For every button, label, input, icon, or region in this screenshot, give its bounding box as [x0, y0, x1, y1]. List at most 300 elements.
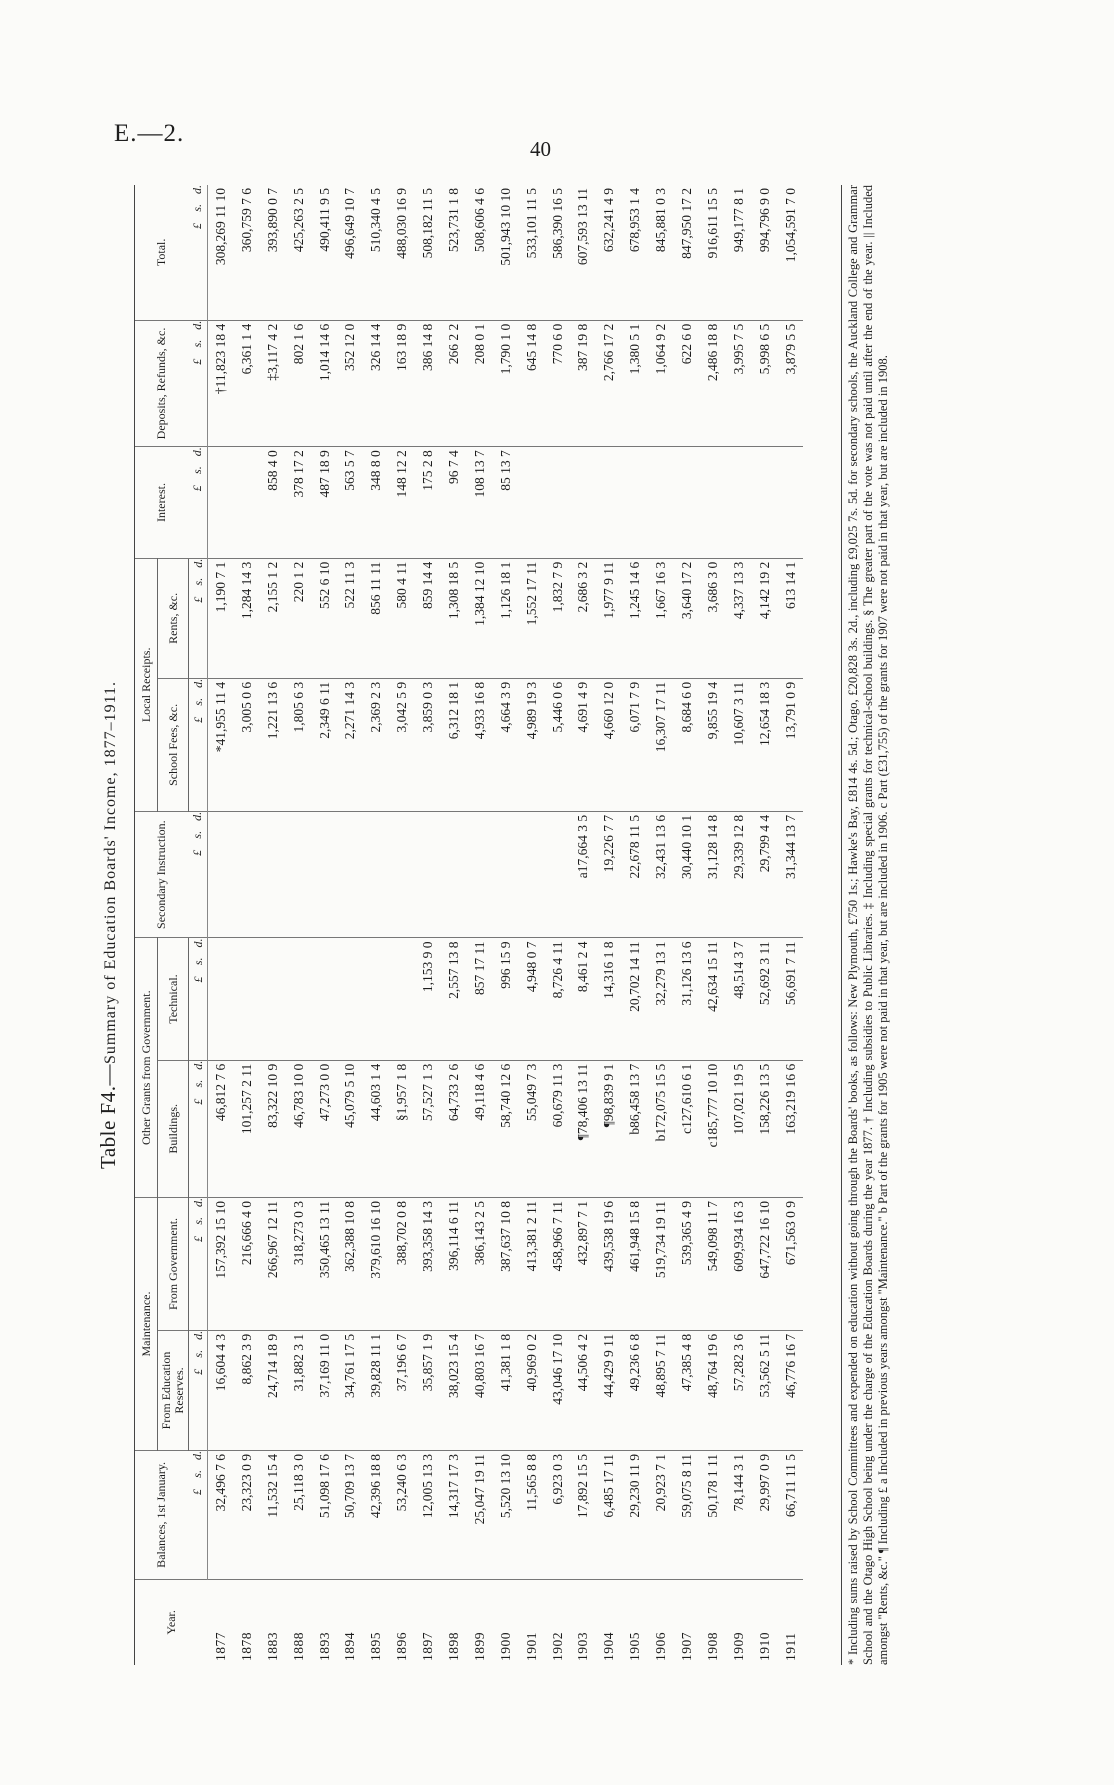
unit-label: d. [190, 558, 205, 568]
amount-cell: 1,064 9 2 [648, 320, 674, 447]
amount-cell: 1,190 7 1 [208, 558, 234, 678]
amount-cell: 266 2 2 [441, 320, 467, 447]
col-header-school-fees: School Fees, &c. [158, 678, 189, 811]
table-row [260, 185, 286, 1665]
amount-cell: 857 17 11 [467, 938, 493, 1060]
footnote: * Including sums raised by School Committees and expended on education without going through the Boards' books, as follows: New Plymouth, £750 1s.; Hawke's Bay, £814 4s. 5d.; Otago, £20,828 3s. 2d., including £9,025 7s. 5d. for secondary schools, the Auckland College and Grammar School and the Otago High School being under the charge of the Education Boards during the year 1877. [846, 185, 875, 1665]
amount-cell: 393,890 0 7 [260, 185, 286, 320]
amount-cell: 3,686 3 0 [700, 558, 726, 678]
table-row [389, 185, 415, 1665]
amount-cell: 3,640 17 2 [674, 558, 700, 678]
amount-cell: a17,664 3 5 [570, 811, 596, 938]
amount-cell: 539,365 4 9 [674, 1197, 700, 1330]
amount-cell: 4,989 19 3 [519, 678, 545, 811]
table-row [674, 185, 700, 1665]
income-table [134, 185, 842, 1665]
amount-cell: 607,593 13 11 [570, 185, 596, 320]
table-row [415, 185, 441, 1665]
table-row [648, 185, 674, 1665]
unit-header [189, 558, 208, 678]
amount-cell: 13,791 0 9 [778, 678, 804, 811]
unit-label: d. [190, 811, 205, 821]
amount-cell: 64,733 2 6 [441, 1060, 467, 1197]
amount-cell: 14,316 1 8 [596, 938, 622, 1060]
unit-label: £ [190, 485, 205, 492]
unit-label: s. [190, 1079, 205, 1088]
amount-cell: 4,660 12 0 [596, 678, 622, 811]
footnotes [846, 185, 891, 1665]
col-header-rents: Rents, &c. [158, 558, 189, 678]
unit-label: s. [190, 1349, 205, 1358]
group-header-maintenance: Maintenance. [135, 1197, 158, 1450]
amount-cell: 32,496 7 6 [208, 1451, 234, 1580]
col-header-interest: Interest. [135, 447, 189, 559]
amount-cell: 678,953 1 4 [622, 185, 648, 320]
amount-cell: ¶78,406 13 11 [570, 1060, 596, 1197]
amount-cell: 10,607 3 11 [726, 678, 752, 811]
amount-cell: 4,948 0 7 [519, 938, 545, 1060]
amount-cell: 326 14 4 [363, 320, 389, 447]
amount-cell: 53,562 5 11 [752, 1330, 778, 1450]
amount-cell: 386,143 2 5 [467, 1197, 493, 1330]
amount-cell: 48,764 19 6 [700, 1330, 726, 1450]
amount-cell: 994,796 9 0 [752, 185, 778, 320]
year-cell: 1911 [782, 1632, 798, 1661]
unit-label: d. [190, 938, 205, 948]
amount-cell: ¶98,839 9 1 [596, 1060, 622, 1197]
amount-cell: 40,803 16 7 [467, 1330, 493, 1450]
amount-cell: 158,226 13 5 [752, 1060, 778, 1197]
amount-cell [312, 938, 338, 1060]
col-header-technical: Technical. [158, 938, 189, 1060]
amount-cell: 362,388 10 8 [337, 1197, 363, 1330]
amount-cell: 632,241 4 9 [596, 185, 622, 320]
amount-cell: 802 1 6 [286, 320, 312, 447]
amount-cell: 6,923 0 3 [545, 1451, 571, 1580]
amount-cell: 6,312 18 1 [441, 678, 467, 811]
amount-cell: 4,142 19 2 [752, 558, 778, 678]
amount-cell: 1,153 9 0 [415, 938, 441, 1060]
amount-cell: 12,654 18 3 [752, 678, 778, 811]
amount-cell [234, 447, 260, 559]
unit-label: s. [190, 339, 205, 348]
unit-label: d. [190, 678, 205, 688]
amount-cell: 163 18 9 [389, 320, 415, 447]
amount-cell: 378 17 2 [286, 447, 312, 559]
amount-cell [208, 938, 234, 1060]
amount-cell [337, 811, 363, 938]
amount-cell: 5,520 13 10 [493, 1451, 519, 1580]
amount-cell: 770 6 0 [545, 320, 571, 447]
amount-cell: 48,895 7 11 [648, 1330, 674, 1450]
table-row [493, 185, 519, 1665]
amount-cell: 1,245 14 6 [622, 558, 648, 678]
year-cell: 1906 [653, 1632, 669, 1661]
amount-cell: 29,230 11 9 [622, 1451, 648, 1580]
year-cell: 1903 [575, 1632, 591, 1661]
amount-cell: 42,396 18 8 [363, 1451, 389, 1580]
amount-cell: 580 4 11 [389, 558, 415, 678]
year-cell: 1888 [290, 1632, 306, 1661]
table-row [363, 185, 389, 1665]
amount-cell: 1,380 5 1 [622, 320, 648, 447]
amount-cell: 83,322 10 9 [260, 1060, 286, 1197]
unit-label: d. [190, 1060, 205, 1070]
amount-cell: 44,603 1 4 [363, 1060, 389, 1197]
amount-cell: 393,358 14 3 [415, 1197, 441, 1330]
unit-label: d. [190, 1197, 205, 1207]
amount-cell [545, 811, 571, 938]
col-header-balances: Balances, 1st January. [135, 1451, 189, 1580]
amount-cell: 5,998 6 5 [752, 320, 778, 447]
year-cell: 1897 [420, 1632, 436, 1661]
amount-cell: 916,611 15 5 [700, 185, 726, 320]
amount-cell: 47,385 4 8 [674, 1330, 700, 1450]
amount-cell [570, 447, 596, 559]
amount-cell [337, 938, 363, 1060]
table-title-text: Summary of Education Boards' Income, 1877–1911. [102, 680, 119, 1064]
amount-cell: 23,323 0 9 [234, 1451, 260, 1580]
unit-label: s. [190, 1470, 205, 1478]
amount-cell: 208 0 1 [467, 320, 493, 447]
table-row [208, 185, 234, 1665]
amount-cell: 3,859 0 3 [415, 678, 441, 811]
table-row [467, 185, 493, 1665]
amount-cell [441, 811, 467, 938]
amount-cell: 5,446 0 6 [545, 678, 571, 811]
table-row [570, 185, 596, 1665]
amount-cell [596, 447, 622, 559]
unit-header [189, 678, 208, 811]
amount-cell: 25,047 19 11 [467, 1451, 493, 1580]
amount-cell: 19,226 7 7 [596, 811, 622, 938]
unit-label: s. [190, 697, 205, 706]
amount-cell: 318,273 0 3 [286, 1197, 312, 1330]
amount-cell: 1,054,591 7 0 [778, 185, 804, 320]
amount-cell: 647,722 16 10 [752, 1197, 778, 1330]
amount-cell: 8,461 2 4 [570, 938, 596, 1060]
amount-cell: 522 11 3 [337, 558, 363, 678]
amount-cell: 163,219 16 6 [778, 1060, 804, 1197]
amount-cell: 6,361 1 4 [234, 320, 260, 447]
year-cell: 1877 [212, 1632, 228, 1661]
amount-cell: 1,805 6 3 [286, 678, 312, 811]
amount-cell: 379,610 16 10 [363, 1197, 389, 1330]
col-header-deposits: Deposits, Refunds, &c. [135, 320, 189, 447]
col-header-secondary: Secondary Instruction. [135, 811, 189, 938]
amount-cell: 44,429 9 11 [596, 1330, 622, 1450]
amount-cell: 3,995 7 5 [726, 320, 752, 447]
amount-cell: 845,881 0 3 [648, 185, 674, 320]
unit-header [189, 1197, 208, 1330]
amount-cell: 552 6 10 [312, 558, 338, 678]
page-header-code: E.—2. [114, 120, 185, 147]
amount-cell: 49,118 4 6 [467, 1060, 493, 1197]
amount-cell: 413,381 2 11 [519, 1197, 545, 1330]
year-cell: 1898 [445, 1632, 461, 1661]
amount-cell: 216,666 4 0 [234, 1197, 260, 1330]
amount-cell: 2,766 17 2 [596, 320, 622, 447]
amount-cell: 32,431 13 6 [648, 811, 674, 938]
col-header-total: Total. [135, 185, 189, 320]
footnote: § The greater part of the vote was not paid until after the end of the year. [861, 241, 875, 616]
amount-cell [312, 811, 338, 938]
table-row [312, 185, 338, 1665]
year-cell: 1902 [549, 1632, 565, 1661]
unit-label: £ [190, 358, 205, 365]
amount-cell: 157,392 15 10 [208, 1197, 234, 1330]
amount-cell [752, 447, 778, 559]
amount-cell: 352 12 0 [337, 320, 363, 447]
amount-cell: 1,384 12 10 [467, 558, 493, 678]
footnote: ‡ Including special grants for technical-school buildings. [861, 619, 875, 910]
year-cell: 1901 [523, 1632, 539, 1661]
amount-cell: 39,828 11 1 [363, 1330, 389, 1450]
amount-cell: 34,761 17 5 [337, 1330, 363, 1450]
amount-cell: 101,257 2 11 [234, 1060, 260, 1197]
amount-cell: 396,114 6 11 [441, 1197, 467, 1330]
year-cell: 1900 [497, 1632, 513, 1661]
amount-cell: 1,308 18 5 [441, 558, 467, 678]
amount-cell: 9,855 19 4 [700, 678, 726, 811]
amount-cell: 85 13 7 [493, 447, 519, 559]
amount-cell: 43,046 17 10 [545, 1330, 571, 1450]
amount-cell: 496,649 10 7 [337, 185, 363, 320]
amount-cell: 510,340 4 5 [363, 185, 389, 320]
unit-label: £ [190, 596, 205, 603]
col-header-year: Year. [163, 1610, 178, 1635]
amount-cell [363, 811, 389, 938]
amount-cell: 108 13 7 [467, 447, 493, 559]
year-cell: 1907 [678, 1632, 694, 1661]
amount-cell: 2,557 13 8 [441, 938, 467, 1060]
year-cell: 1908 [704, 1632, 720, 1661]
amount-cell: 4,664 3 9 [493, 678, 519, 811]
amount-cell: 996 15 9 [493, 938, 519, 1060]
amount-cell [467, 811, 493, 938]
amount-cell: 58,740 12 6 [493, 1060, 519, 1197]
amount-cell: 3,042 5 9 [389, 678, 415, 811]
amount-cell: 56,691 7 11 [778, 938, 804, 1060]
amount-cell: b86,458 13 7 [622, 1060, 648, 1197]
footnote: a Included in previous years amongst "Maintenance." [876, 1216, 890, 1484]
amount-cell: 46,776 16 7 [778, 1330, 804, 1450]
amount-cell: 858 4 0 [260, 447, 286, 559]
footnote: † Including subsidies to Public Libraries. [861, 913, 875, 1124]
amount-cell: 8,684 6 0 [674, 678, 700, 811]
table-row [545, 185, 571, 1665]
year-cell: 1905 [627, 1632, 643, 1661]
unit-label: d. [190, 447, 205, 457]
col-header-reserves: From Education Reserves. [158, 1330, 189, 1450]
amount-cell: 45,079 5 10 [337, 1060, 363, 1197]
rotated-table-block [88, 185, 993, 1665]
amount-cell: 388,702 0 8 [389, 1197, 415, 1330]
amount-cell: 847,950 17 2 [674, 185, 700, 320]
amount-cell: 350,465 13 11 [312, 1197, 338, 1330]
unit-label: £ [190, 1235, 205, 1242]
amount-cell: 859 14 4 [415, 558, 441, 678]
year-cell: 1909 [730, 1632, 746, 1661]
table-title [88, 185, 128, 1665]
amount-cell: 96 7 4 [441, 447, 467, 559]
amount-cell: 47,273 0 0 [312, 1060, 338, 1197]
amount-cell: 1,221 13 6 [260, 678, 286, 811]
amount-cell: 48,514 3 7 [726, 938, 752, 1060]
amount-cell: 20,702 14 11 [622, 938, 648, 1060]
amount-cell: 949,177 8 1 [726, 185, 752, 320]
amount-cell: 386 14 8 [415, 320, 441, 447]
amount-cell [622, 447, 648, 559]
amount-cell [648, 447, 674, 559]
amount-cell [208, 811, 234, 938]
amount-cell: 1,126 18 1 [493, 558, 519, 678]
page-number: 40 [530, 137, 551, 161]
col-header-buildings: Buildings. [158, 1060, 189, 1197]
amount-cell: 549,098 11 7 [700, 1197, 726, 1330]
year-cell: 1895 [368, 1632, 384, 1661]
unit-label: s. [190, 577, 205, 586]
amount-cell: c127,610 6 1 [674, 1060, 700, 1197]
table-row [337, 185, 363, 1665]
amount-cell: 671,563 0 9 [778, 1197, 804, 1330]
amount-cell: 31,128 14 8 [700, 811, 726, 938]
amount-cell: 78,144 3 1 [726, 1451, 752, 1580]
unit-label: s. [190, 1216, 205, 1225]
unit-label: s. [190, 830, 205, 839]
unit-label: £ [190, 1489, 205, 1496]
amount-cell: 38,023 15 4 [441, 1330, 467, 1450]
unit-label: £ [190, 223, 205, 229]
amount-cell: c185,777 10 10 [700, 1060, 726, 1197]
amount-cell: 11,565 8 8 [519, 1451, 545, 1580]
amount-cell: 66,711 11 5 [778, 1451, 804, 1580]
year-cell: 1883 [264, 1632, 280, 1661]
amount-cell: 1,552 17 11 [519, 558, 545, 678]
year-cell: 1893 [316, 1632, 332, 1661]
footnote: c Part (£31,755) of the grants for 1907 were not paid in that year, but are included in 1908. [876, 355, 890, 809]
amount-cell: 4,691 4 9 [570, 678, 596, 811]
amount-cell: 29,997 0 9 [752, 1451, 778, 1580]
amount-cell: 501,943 10 10 [493, 185, 519, 320]
amount-cell: 2,369 2 3 [363, 678, 389, 811]
amount-cell [286, 811, 312, 938]
table-row [700, 185, 726, 1665]
amount-cell [363, 938, 389, 1060]
amount-cell [389, 811, 415, 938]
amount-cell: 1,790 1 0 [493, 320, 519, 447]
amount-cell [726, 447, 752, 559]
year-cell: 1899 [471, 1632, 487, 1661]
table-row [286, 185, 312, 1665]
amount-cell: 52,692 3 11 [752, 938, 778, 1060]
amount-cell: 4,933 16 8 [467, 678, 493, 811]
amount-cell [260, 811, 286, 938]
amount-cell [674, 447, 700, 559]
table-row [596, 185, 622, 1665]
amount-cell: 37,169 11 0 [312, 1330, 338, 1450]
amount-cell: 8,862 3 9 [234, 1330, 260, 1450]
amount-cell: 24,714 18 9 [260, 1330, 286, 1450]
amount-cell: 31,882 3 1 [286, 1330, 312, 1450]
year-cell: 1896 [394, 1632, 410, 1661]
amount-cell: 523,731 1 8 [441, 185, 467, 320]
amount-cell: 488,030 16 9 [389, 185, 415, 320]
amount-cell: 6,485 17 11 [596, 1451, 622, 1580]
amount-cell: 50,709 13 7 [337, 1451, 363, 1580]
footnote: ¶ Including £ [876, 1486, 890, 1554]
amount-cell: 508,182 11 5 [415, 185, 441, 320]
amount-cell: 40,969 0 2 [519, 1330, 545, 1450]
year-cell: 1878 [238, 1632, 254, 1661]
amount-cell: 22,678 11 5 [622, 811, 648, 938]
amount-cell: 51,098 17 6 [312, 1451, 338, 1580]
unit-label: d. [190, 1330, 205, 1340]
unit-label: s. [190, 466, 205, 474]
amount-cell: 35,857 1 9 [415, 1330, 441, 1450]
unit-header [189, 447, 208, 559]
amount-cell: 53,240 6 3 [389, 1451, 415, 1580]
amount-cell: 29,799 4 4 [752, 811, 778, 938]
amount-cell: 2,486 18 8 [700, 320, 726, 447]
amount-cell: 432,897 7 1 [570, 1197, 596, 1330]
amount-cell [234, 811, 260, 938]
amount-cell [260, 938, 286, 1060]
amount-cell: 622 6 0 [674, 320, 700, 447]
amount-cell: ‡3,117 4 2 [260, 320, 286, 447]
amount-cell [545, 447, 571, 559]
amount-cell: 266,967 12 11 [260, 1197, 286, 1330]
amount-cell: 60,679 11 3 [545, 1060, 571, 1197]
table-row [752, 185, 778, 1665]
table-row [778, 185, 804, 1665]
amount-cell: 30,440 10 1 [674, 811, 700, 938]
amount-cell: 3,005 0 6 [234, 678, 260, 811]
unit-label: s. [190, 204, 205, 212]
unit-label: £ [190, 716, 205, 723]
amount-cell: 519,734 19 11 [648, 1197, 674, 1330]
amount-cell: 44,506 4 2 [570, 1330, 596, 1450]
unit-label: £ [190, 1368, 205, 1375]
unit-header [189, 1060, 208, 1197]
year-cell: 1904 [601, 1632, 617, 1661]
amount-cell: 1,667 16 3 [648, 558, 674, 678]
unit-label: £ [190, 849, 205, 856]
amount-cell: 387,637 10 8 [493, 1197, 519, 1330]
amount-cell: 25,118 3 0 [286, 1451, 312, 1580]
amount-cell: †11,823 18 4 [208, 320, 234, 447]
amount-cell: 563 5 7 [337, 447, 363, 559]
amount-cell: 8,726 4 11 [545, 938, 571, 1060]
unit-header [189, 1451, 208, 1580]
amount-cell: 31,126 13 6 [674, 938, 700, 1060]
amount-cell: §1,957 1 8 [389, 1060, 415, 1197]
amount-cell [493, 811, 519, 938]
amount-cell: 586,390 16 5 [545, 185, 571, 320]
group-header-local-receipts: Local Receipts. [135, 558, 158, 811]
amount-cell: 2,686 3 2 [570, 558, 596, 678]
amount-cell: 16,307 17 11 [648, 678, 674, 811]
amount-cell: 645 14 8 [519, 320, 545, 447]
table-row [726, 185, 752, 1665]
amount-cell: 308,269 11 10 [208, 185, 234, 320]
amount-cell: 17,892 15 5 [570, 1451, 596, 1580]
amount-cell: 2,271 14 3 [337, 678, 363, 811]
amount-cell: 508,606 4 6 [467, 185, 493, 320]
amount-cell: 16,604 4 3 [208, 1330, 234, 1450]
unit-header [189, 938, 208, 1060]
amount-cell: 1,284 14 3 [234, 558, 260, 678]
